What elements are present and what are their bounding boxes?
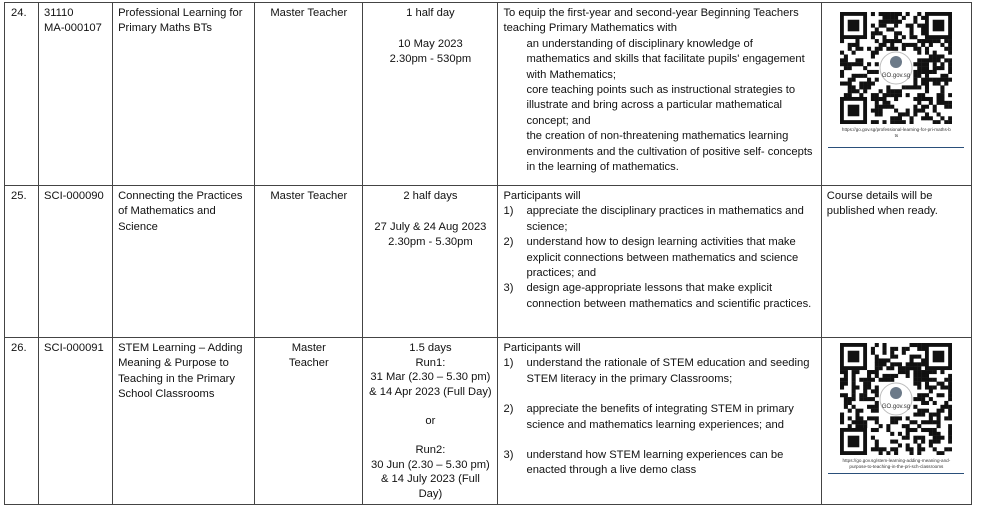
qr-code-icon[interactable] bbox=[840, 343, 952, 455]
objective-item: 1) understand the rationale of STEM education and seeding STEM literacy in the primary Classrooms; bbox=[503, 357, 810, 385]
course-provider: Master Teacher bbox=[255, 3, 363, 186]
course-title: Connecting the Practices of Mathematics and Science bbox=[113, 186, 255, 338]
table-row bbox=[5, 186, 972, 338]
course-code: SCI-000091 bbox=[39, 338, 113, 505]
course-dates: 2 half days 27 July & 24 Aug 2023 2.30pm - 5.30pm bbox=[363, 186, 498, 338]
objective-item: 1) appreciate the disciplinary practices in mathematics and science; bbox=[503, 205, 804, 233]
course-objectives: Participants will 1) appreciate the disciplinary practices in mathematics and science; 2) understand how to design learning activities that make explicit connections between mathematics and science practices; and 3) design age-appropriate lessons that make explicit connection between mathematics and scientific practices. bbox=[498, 186, 821, 338]
row-number: 26. bbox=[5, 338, 39, 505]
divider bbox=[828, 147, 964, 148]
qr-cell bbox=[821, 338, 971, 505]
course-code: SCI-000090 bbox=[39, 186, 113, 338]
course-dates: 1 half day 10 May 2023 2.30pm - 530pm bbox=[363, 3, 498, 186]
objective-item: core teaching points such as instructional strategies to illustrate and bring across a particular mathematical concept; and bbox=[526, 84, 796, 127]
course-details-note: Course details will be published when ready. bbox=[821, 186, 971, 338]
course-provider: Master Teacher bbox=[255, 338, 363, 505]
objective-item: 3) understand how STEM learning experiences can be enacted through a live demo class bbox=[503, 449, 784, 477]
objective-item: an understanding of disciplinary knowledge of mathematics and skills that facilitate pupils' engagement with Mathematics; bbox=[526, 37, 805, 81]
course-title: Professional Learning for Primary Maths BTs bbox=[113, 3, 255, 186]
table-row bbox=[5, 3, 972, 186]
course-code: 31110 MA-000107 bbox=[39, 3, 113, 186]
course-objectives: Participants will 1) understand the rationale of STEM education and seeding STEM literacy in the primary Classrooms; 2) appreciate the benefits of integrating STEM in primary science and mathematics learning experiences; and 3) understand how STEM learning experiences can be enacted through a live demo class bbox=[498, 338, 821, 505]
objective-item: the creation of non-threatening mathematics learning environments and the cultivation of positive self- concepts in the learning of mathematics. bbox=[526, 130, 813, 174]
qr-cell bbox=[821, 3, 971, 186]
course-table bbox=[4, 2, 972, 505]
table-row bbox=[5, 338, 972, 505]
course-title: STEM Learning – Adding Meaning & Purpose to Teaching in the Primary School Classrooms bbox=[113, 338, 255, 505]
go-logo-text: GO.gov.sg bbox=[882, 73, 911, 79]
row-number: 25. bbox=[5, 186, 39, 338]
objective-item: 2) appreciate the benefits of integrating STEM in primary science and mathematics learning experiences; and bbox=[503, 403, 794, 431]
objective-item: 3) design age-appropriate lessons that make explicit connection between mathematics and scientific practices. bbox=[503, 282, 812, 310]
go-logo-text: GO.gov.sg bbox=[882, 404, 911, 410]
qr-url: https://go.gov.sg/stem-learning-adding-meaning-and-purpose-to-teaching-in-the-pri-sch-classrooms bbox=[842, 458, 951, 469]
course-objectives: To equip the first-year and second-year Beginning Teachers teaching Primary Mathematics with an understanding of disciplinary knowledge of mathematics and skills that facilitate pupils' engagement with Mathematics; core teaching points such as instructional strategies to illustrate and bring across a particular mathematical concept; and the creation of non-threatening mathematics learning environments and the cultivation of positive self- concepts in the learning of mathematics. bbox=[498, 3, 821, 186]
qr-url: https://go.gov.sg/professional-learning-for-pri-maths-bts bbox=[841, 127, 951, 138]
course-provider: Master Teacher bbox=[255, 186, 363, 338]
divider bbox=[828, 473, 964, 474]
row-number: 24. bbox=[5, 3, 39, 186]
course-dates: 1.5 days Run1: 31 Mar (2.30 – 5.30 pm) & 14 Apr 2023 (Full Day) or Run2: 30 Jun (2.30 – 5.30 pm) & 14 July 2023 (Full Day) bbox=[363, 338, 498, 505]
qr-code-icon[interactable] bbox=[840, 12, 952, 124]
objective-item: 2) understand how to design learning activities that make explicit connections between mathematics and science practices; and bbox=[503, 236, 799, 280]
